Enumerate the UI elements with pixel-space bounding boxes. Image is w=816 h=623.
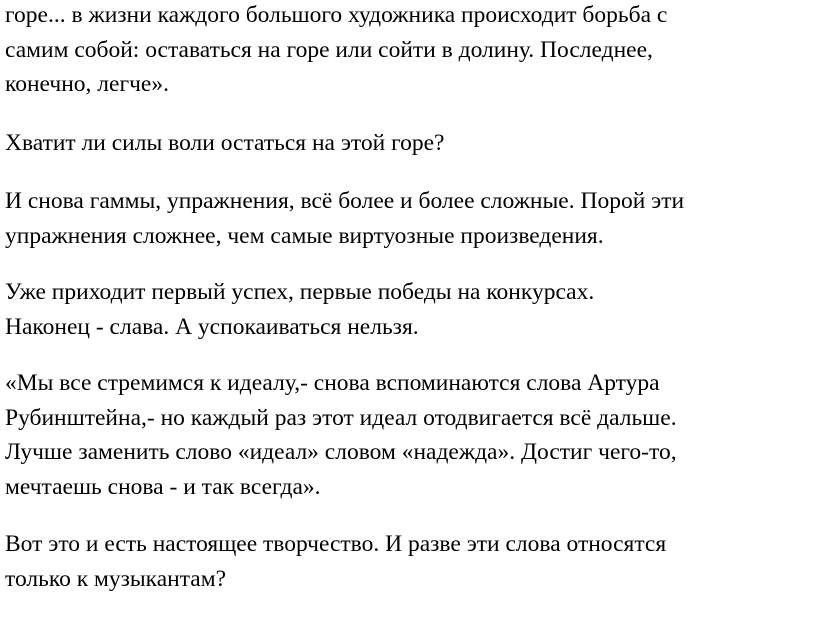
text-line: только к музыкантам? bbox=[5, 565, 227, 592]
text-line: Хватит ли силы воли остаться на этой горе? bbox=[5, 130, 445, 156]
text-line: Лучше заменить слово «идеал» словом «надежда». Достиг чего-то, bbox=[5, 439, 677, 465]
text-line: Уже приходит первый успех, первые победы на конкурсах. bbox=[5, 279, 595, 305]
text-line: Наконец - слава. А успокаиваться нельзя. bbox=[5, 313, 419, 340]
paragraph-6 bbox=[5, 527, 811, 596]
text-line: конечно, легче». bbox=[5, 71, 169, 97]
text-line: Рубинштейна,- но каждый раз этот идеал отодвигается всё дальше. bbox=[5, 404, 677, 431]
text-line: упражнения сложнее, чем самые виртуозные произведения. bbox=[5, 222, 604, 249]
paragraph-2 bbox=[5, 126, 811, 161]
text-line: горе... в жизни каждого большого художника происходит борьба с bbox=[5, 2, 668, 28]
text-line: «Мы все стремимся к идеалу,- снова вспоминаются слова Артура bbox=[5, 370, 660, 396]
text-line: И снова гаммы, упражнения, всё более и более сложные. Порой эти bbox=[5, 188, 685, 214]
text-line: мечтаешь снова - и так всегда». bbox=[5, 473, 321, 500]
paragraph-3 bbox=[5, 184, 811, 253]
paragraph-4 bbox=[5, 275, 811, 344]
text-line: Вот это и есть настоящее творчество. И разве эти слова относятся bbox=[5, 531, 667, 557]
text-line: самим собой: оставаться на горе или сойти в долину. Последнее, bbox=[5, 36, 653, 63]
paragraph-5 bbox=[5, 366, 811, 504]
paragraph-1 bbox=[5, 0, 811, 102]
